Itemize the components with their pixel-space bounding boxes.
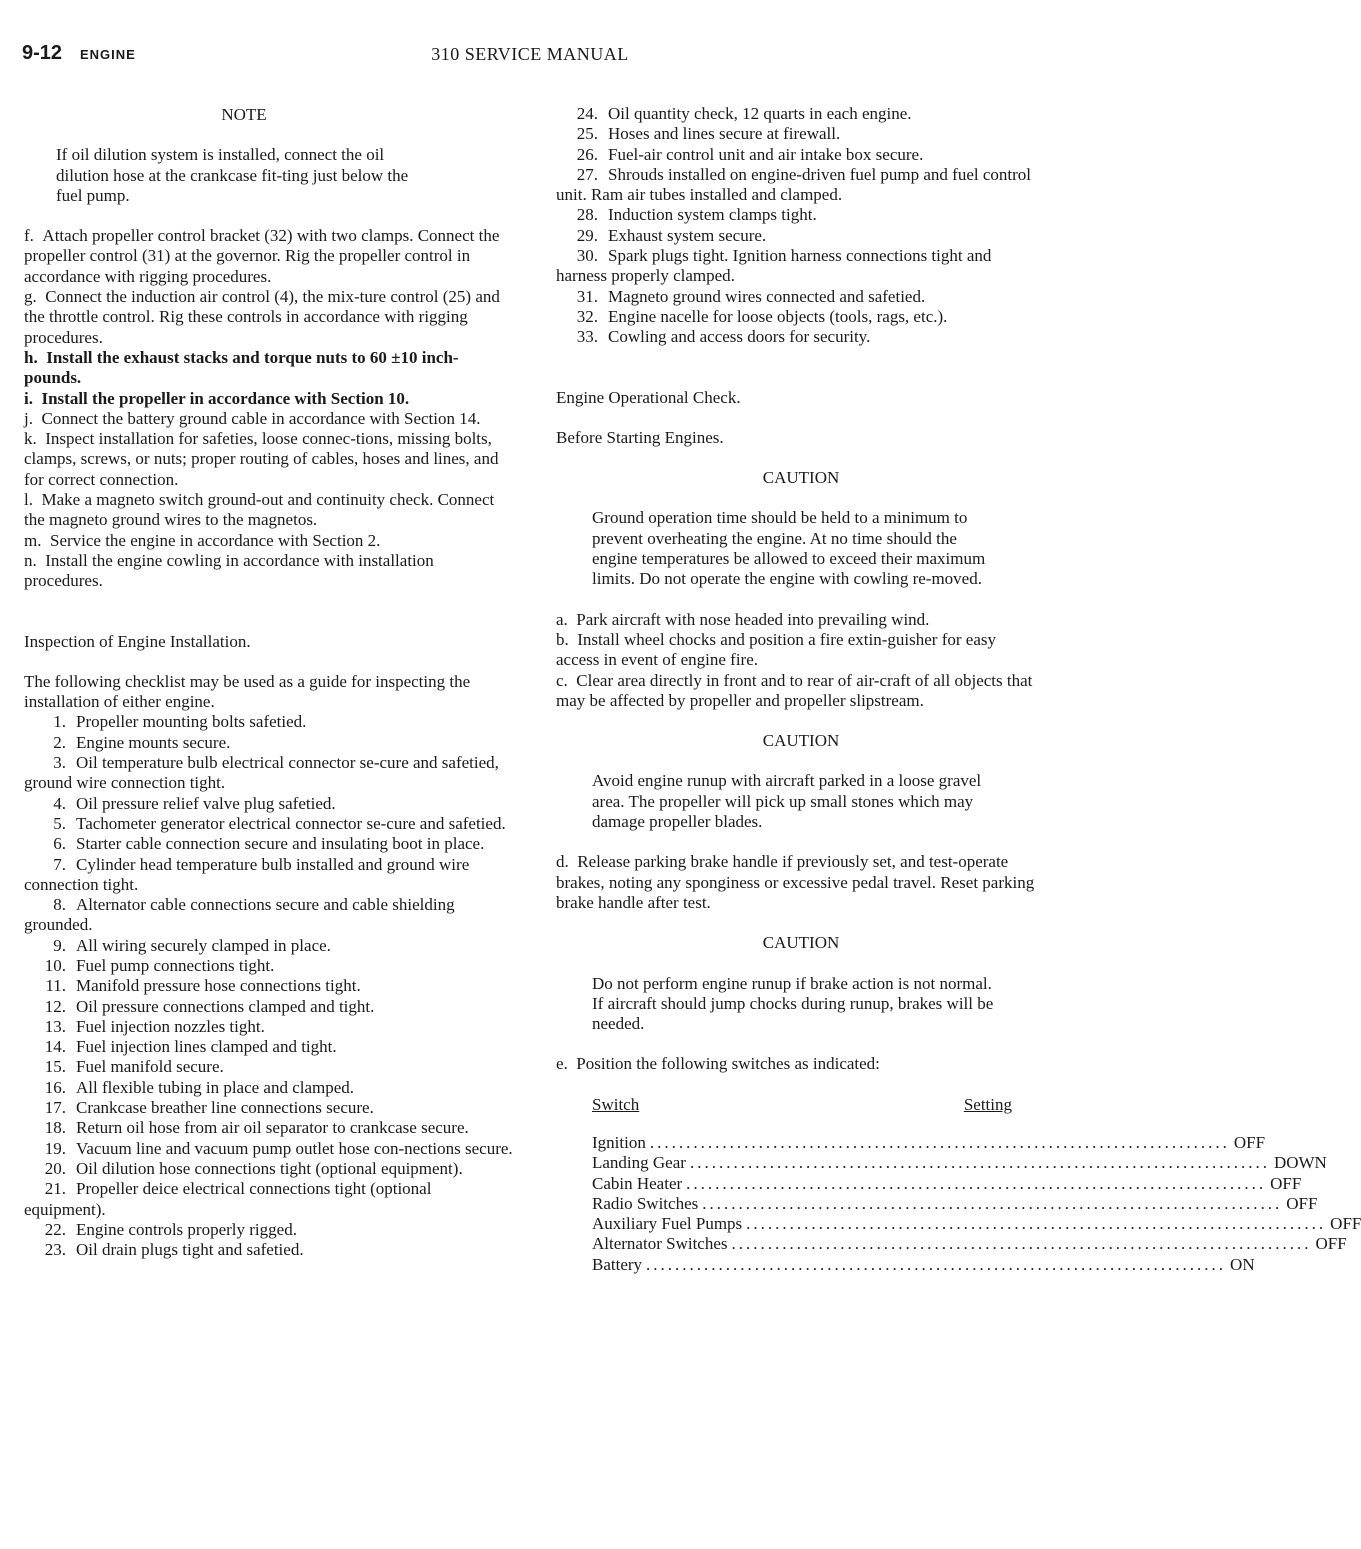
checklist-item [24,855,514,896]
checklist-item [24,753,514,794]
item-number: 6. [53,834,66,854]
leader-dots: ................................................................................ [646,1254,1227,1274]
switch-settings-table [592,1094,1361,1275]
item-text: Propeller deice electrical connections tight (optional equipment). [24,1179,432,1219]
checklist-item [556,205,1046,225]
step-label: k. [24,429,37,449]
switch-name: Landing Gear [592,1153,686,1173]
step-label: e. [556,1054,568,1074]
step-text: Attach propeller control bracket (32) with two clamps. Connect the propeller control (31) at the governor. Rig the propeller control in accordance with rigging procedures. [24,226,500,286]
item-text: Fuel injection lines clamped and tight. [76,1037,337,1057]
checklist-item [24,895,514,936]
step-label: g. [24,287,37,307]
caution-heading: CAUTION [762,933,840,953]
caution-text: Do not perform engine runup if brake action is not normal. If aircraft should jump chocks during runup, brakes will be needed. [592,973,994,1034]
checklist-item [556,145,1046,165]
checklist-item [556,104,1046,124]
item-text: Engine mounts secure. [76,732,231,752]
procedure-step [556,610,1036,630]
checklist-item [24,1118,514,1138]
item-text: Fuel manifold secure. [76,1057,224,1077]
checklist-item [24,794,514,814]
item-text: Vacuum line and vacuum pump outlet hose con-nections secure. [76,1138,513,1158]
switch-name: Battery [592,1254,643,1274]
switch-row [592,1193,1318,1214]
item-text: Oil temperature bulb electrical connector se-cure and safetied, ground wire connection tight. [24,753,499,793]
procedure-step [24,490,504,531]
item-text: Return oil hose from air oil separator to crankcase secure. [76,1118,469,1138]
note-heading: NOTE [221,105,267,124]
checklist-item [556,287,1046,307]
checklist-item [24,956,514,976]
item-number: 18. [44,1118,66,1138]
operational-heading: Engine Operational Check. [556,387,741,407]
switch-row [592,1153,1327,1173]
item-number: 2. [53,732,66,752]
step-label: f. [24,226,34,246]
item-number: 23. [44,1240,66,1260]
checklist-item [24,1098,514,1118]
checklist-item [24,1139,514,1159]
leader-dots: ................................................................................ [746,1214,1327,1234]
left-column [24,105,524,1260]
step-label: i. [24,388,33,408]
procedure-step [556,671,1036,712]
item-text: Engine controls properly rigged. [76,1219,297,1239]
item-number: 25. [576,124,598,144]
checklist-item [24,976,514,996]
item-number: 5. [53,813,66,833]
item-number: 11. [45,976,66,996]
item-text: Induction system clamps tight. [608,205,817,225]
step-text: Install the propeller in accordance with Section 10. [41,388,410,408]
switch-name: Auxiliary Fuel Pumps [592,1214,743,1234]
prestart-steps [556,610,1036,711]
inspection-heading: Inspection of Engine Installation. [24,631,251,651]
checklist-item [24,1017,514,1037]
manual-title: 310 SERVICE MANUAL [431,44,629,64]
checklist-item [24,733,514,753]
step-text: Connect the induction air control (4), the mix-ture control (25) and the throttle control. Rig these controls in accordance with rigging procedures. [24,287,500,347]
item-text: All wiring securely clamped in place. [76,935,331,955]
step-text: Inspect installation for safeties, loose connec-tions, missing bolts, clamps, screws, or nuts; proper routing of cables, hoses and lines, and for correct connection. [24,429,499,489]
checklist-item [24,1159,514,1179]
procedure-step [24,531,504,551]
checklist-intro: The following checklist may be used as a guide for inspecting the installation of either engine. [24,671,471,712]
item-text: Alternator cable connections secure and cable shielding grounded. [24,895,455,935]
switch-rows [592,1132,1361,1275]
caution-text: Avoid engine runup with aircraft parked in a loose gravel area. The propeller will pick up small stones which may damage propeller blades. [592,771,982,832]
step-label: n. [24,550,37,570]
step-text: Park aircraft with nose headed into prevailing wind. [576,609,930,629]
checklist-item [556,226,1046,246]
checklist-item [24,712,514,732]
step-text: Clear area directly in front and to rear of air-craft of all objects that may be affected by propeller and propeller slipstream. [556,670,1033,710]
checklist-item [556,307,1046,327]
switch-row [592,1254,1255,1275]
item-text: Oil drain plugs tight and safetied. [76,1240,304,1260]
step-label: b. [556,629,569,649]
leader-dots: ................................................................................ [689,1153,1270,1173]
item-number: 20. [44,1158,66,1178]
item-number: 3. [53,753,66,773]
item-text: Cylinder head temperature bulb installed and ground wire connection tight. [24,854,470,894]
checklist-item [24,1057,514,1077]
switch-name: Radio Switches [592,1193,699,1213]
switch-setting: OFF [1286,1193,1318,1213]
item-number: 30. [576,246,598,266]
page-header [0,0,1203,80]
item-number: 31. [576,286,598,306]
step-text: Install the engine cowling in accordance with installation procedures. [24,550,434,591]
before-starting-heading: Before Starting Engines. [556,427,724,447]
item-number: 16. [44,1077,66,1097]
checklist-item [24,997,514,1017]
step-text: Install wheel chocks and position a fire extin-guisher for easy access in event of engine fire. [556,629,996,670]
switch-row [592,1214,1361,1234]
item-number: 19. [44,1138,66,1158]
item-number: 8. [53,895,66,915]
item-number: 17. [44,1098,66,1118]
procedure-step [24,429,504,490]
item-number: 4. [53,793,66,813]
switch-name: Ignition [592,1132,646,1152]
step-d [556,852,1036,913]
section-name: ENGINE [80,47,136,62]
procedure-step [24,409,504,429]
step-text: Release parking brake handle if previously set, and test-operate brakes, noting any sponginess or excessive pedal travel. Reset parking brake handle after test. [556,852,1035,912]
switch-table-header [592,1095,1012,1115]
checklist-item [24,936,514,956]
item-number: 32. [576,306,598,326]
procedure-step [24,551,504,592]
item-text: Tachometer generator electrical connector se-cure and safetied. [76,813,506,833]
caution-heading: CAUTION [762,731,840,751]
item-text: Spark plugs tight. Ignition harness connections tight and harness properly clamped. [556,246,992,286]
step-label: l. [24,490,33,510]
item-text: Starter cable connection secure and insulating boot in place. [76,834,485,854]
leader-dots: ................................................................................ [702,1193,1283,1213]
caution-text: Ground operation time should be held to a minimum to prevent overheating the engine. At no time should the engine temperatures be allowed to exceed their maximum limits. Do not operate the engine with cowling re-moved. [592,508,986,589]
switch-row [592,1173,1302,1194]
step-text: Make a magneto switch ground-out and continuity check. Connect the magneto ground wires to the magnetos. [24,490,495,530]
item-text: Propeller mounting bolts safetied. [76,712,307,732]
item-text: Oil pressure relief valve plug safetied. [76,793,336,813]
right-column [556,104,1361,1275]
item-number: 29. [576,225,598,245]
note-text: If oil dilution system is installed, connect the oil dilution hose at the crankcase fit-ting just below the fuel pump. [56,145,409,205]
item-number: 22. [44,1219,66,1239]
item-text: Fuel pump connections tight. [76,955,275,975]
checklist-item [24,814,514,834]
checklist-item [24,1078,514,1098]
procedure-step [24,348,504,389]
item-text: Crankcase breather line connections secure. [76,1098,374,1118]
item-number: 12. [44,996,66,1016]
item-text: Magneto ground wires connected and safetied. [608,286,926,306]
checklist-left [24,712,514,1260]
switch-setting: OFF [1233,1132,1266,1152]
item-number: 15. [44,1057,66,1077]
procedure-step [24,287,504,348]
item-text: Oil dilution hose connections tight (optional equipment). [76,1158,463,1178]
caution-heading: CAUTION [762,468,840,488]
item-number: 13. [44,1016,66,1036]
install-steps [24,226,504,591]
switch-setting: OFF [1315,1234,1347,1254]
step-label: m. [24,530,42,550]
procedure-step [24,226,504,287]
leader-dots: ................................................................................ [649,1132,1230,1152]
item-number: 28. [576,205,598,225]
step-text: Service the engine in accordance with Section 2. [49,530,381,550]
setting-column-header: Setting [963,1094,1012,1114]
checklist-item [24,1220,514,1240]
switch-setting: OFF [1330,1214,1361,1234]
item-number: 14. [44,1037,66,1057]
step-text: Position the following switches as indicated: [576,1054,880,1074]
switch-setting: ON [1230,1254,1255,1274]
checklist-item [24,834,514,854]
switch-setting: OFF [1270,1173,1302,1193]
item-text: Oil quantity check, 12 quarts in each engine. [608,104,912,123]
checklist-item [24,1240,514,1260]
page-number: 9-12 [22,42,63,64]
item-text: Oil pressure connections clamped and tight. [76,996,375,1016]
item-text: Shrouds installed on engine-driven fuel pump and fuel control unit. Ram air tubes installed and clamped. [556,164,1032,205]
item-number: 7. [53,854,66,874]
checklist-item [556,124,1046,144]
item-text: Fuel-air control unit and air intake box secure. [608,144,924,164]
leader-dots: ................................................................................ [731,1234,1312,1254]
item-text: All flexible tubing in place and clamped. [76,1077,355,1097]
item-text: Engine nacelle for loose objects (tools, rags, etc.). [608,306,948,326]
item-text: Exhaust system secure. [608,225,767,245]
switch-setting: DOWN [1273,1153,1327,1173]
step-label: j. [24,408,33,428]
item-number: 10. [44,955,66,975]
step-text: Install the exhaust stacks and torque nuts to 60 ±10 inch-pounds. [24,347,459,388]
switch-name: Alternator Switches [592,1234,728,1254]
item-number: 26. [576,144,598,164]
item-number: 24. [576,104,598,123]
step-label: c. [556,670,568,690]
item-text: Hoses and lines secure at firewall. [608,124,841,144]
checklist-right [556,104,1046,348]
item-number: 33. [576,327,598,347]
item-number: 1. [53,712,66,732]
item-text: Fuel injection nozzles tight. [76,1016,265,1036]
procedure-step [556,630,1036,671]
switch-row [592,1132,1266,1153]
procedure-step [24,389,504,409]
switch-name: Cabin Heater [592,1173,683,1193]
step-label: h. [24,347,38,367]
checklist-item [24,1179,514,1220]
checklist-item [556,246,1046,287]
item-text: Cowling and access doors for security. [608,327,871,347]
checklist-item [556,327,1046,347]
step-label: d. [556,852,569,872]
step-label: a. [556,609,568,629]
leader-dots: ................................................................................ [686,1173,1267,1193]
switch-column-header: Switch [592,1094,640,1114]
switch-row [592,1234,1347,1254]
checklist-item [24,1037,514,1057]
checklist-item [556,165,1046,206]
item-number: 27. [576,164,598,184]
step-text: Connect the battery ground cable in accordance with Section 14. [41,408,481,428]
item-number: 9. [53,935,66,955]
item-text: Manifold pressure hose connections tight. [76,976,361,996]
step-e [556,1054,1046,1074]
item-number: 21. [44,1179,66,1199]
